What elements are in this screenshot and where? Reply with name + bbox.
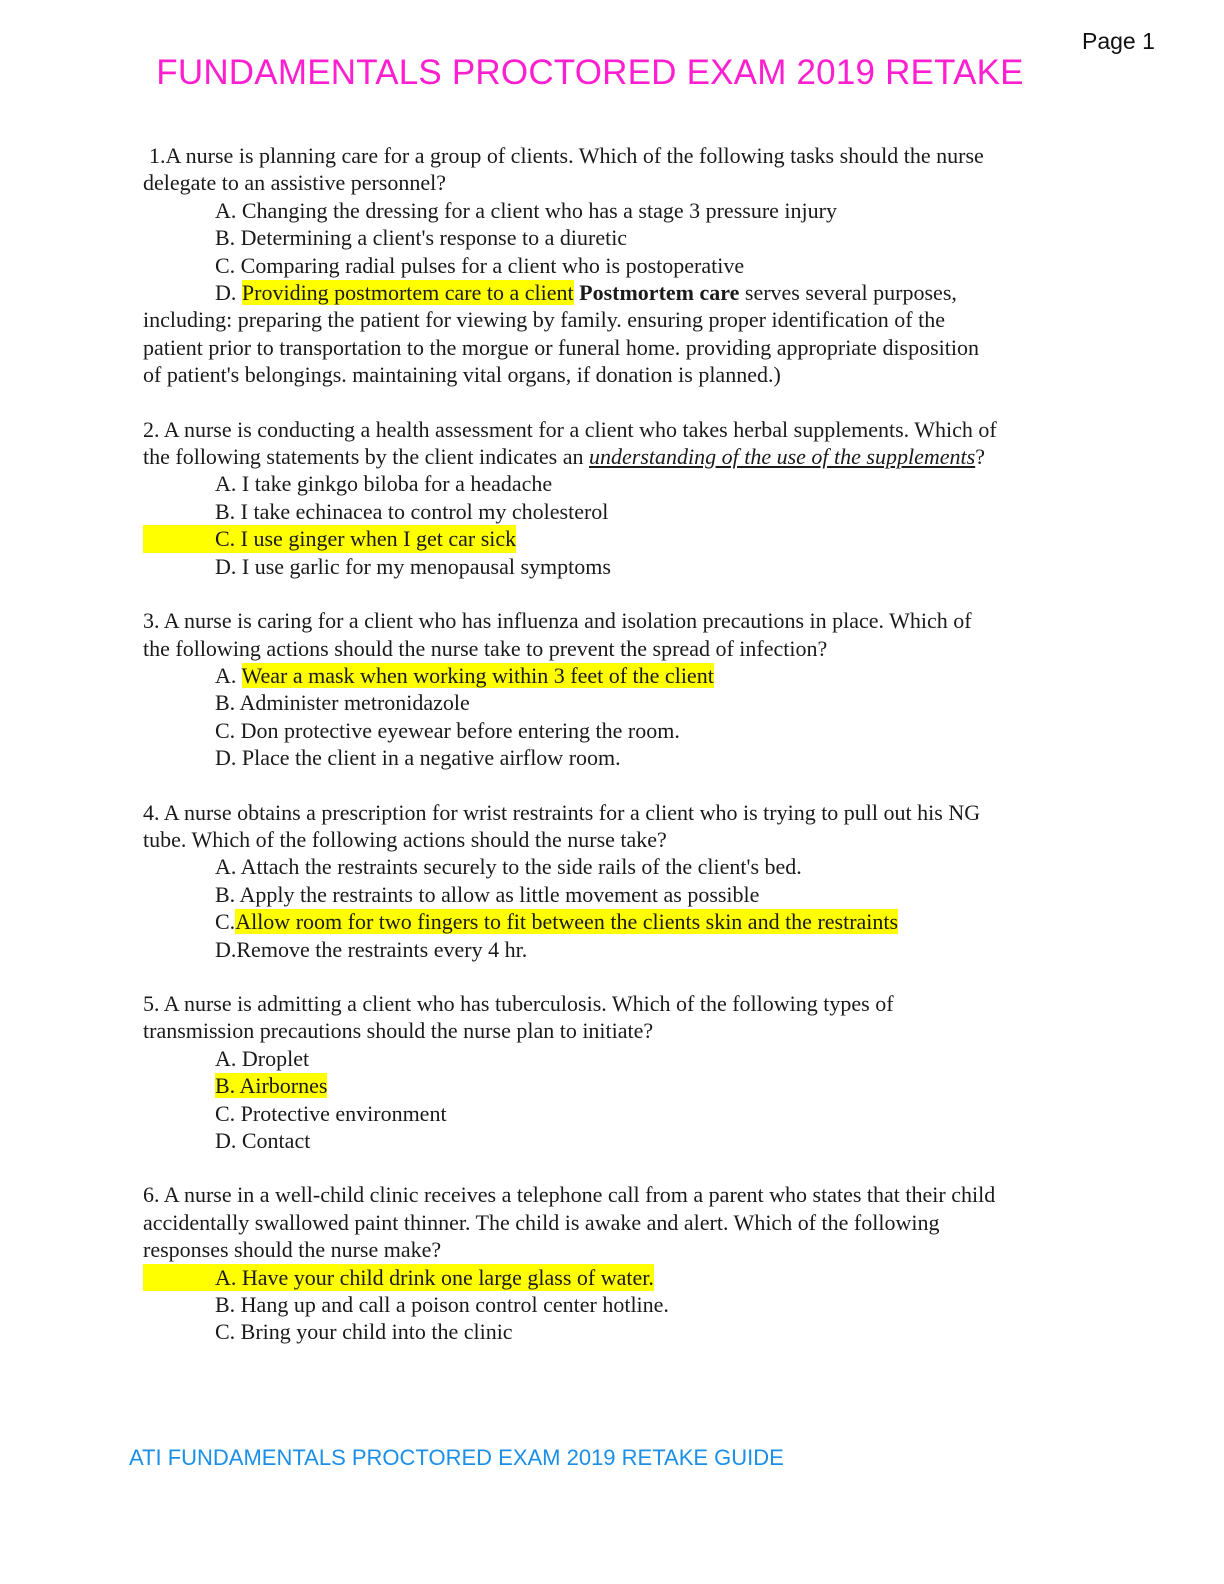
answer-option-b: B. Determining a client's response to a diuretic <box>215 225 628 251</box>
question-list <box>143 142 1083 1373</box>
option-letter: A. <box>215 662 237 688</box>
answer-option-b <box>143 1072 1083 1099</box>
correct-answer-highlight: A. Have your child drink one large glass of water. <box>143 1264 654 1291</box>
option-letter: D. <box>215 280 237 306</box>
answer-option-a: A. I take ginkgo biloba for a headache <box>215 471 553 497</box>
question-stem: 1.A nurse is planning care for a group of clients. Which of the following tasks should the nurse <box>149 143 984 168</box>
answer-option-a: A. Droplet <box>215 1045 310 1071</box>
question-stem: 2. A nurse is conducting a health assessment for a client who takes herbal supplements. Which of <box>143 416 997 442</box>
question-stem: the following statements by the client indicates an understanding of the use of the supplements? <box>143 444 985 470</box>
question-stem: transmission precautions should the nurse plan to initiate? <box>143 1018 654 1044</box>
answer-option-d <box>143 279 1083 306</box>
answer-option-d: D. I use garlic for my menopausal symptoms <box>215 553 611 579</box>
correct-answer-highlight: Providing postmortem care to a client <box>241 280 574 306</box>
answer-option-c <box>143 525 1083 552</box>
answer-option-b: B. Administer metronidazole <box>215 690 470 716</box>
page-number: Page 1 <box>1082 28 1155 54</box>
answer-option-c <box>143 908 1083 935</box>
answer-option-a: A. Attach the restraints securely to the side rails of the client's bed. <box>215 854 802 880</box>
correct-answer-highlight: C. I use ginger when I get car sick <box>143 525 516 552</box>
question-stem: 4. A nurse obtains a prescription for wrist restraints for a client who is trying to pull out his NG <box>143 799 981 825</box>
answer-option-a <box>143 662 1083 689</box>
question-stem: delegate to an assistive personnel? <box>143 170 447 196</box>
question-stem: 3. A nurse is caring for a client who has influenza and isolation precautions in place. Which of <box>143 608 972 634</box>
answer-option-c: C. Bring your child into the clinic <box>215 1319 513 1345</box>
correct-answer-highlight: Wear a mask when working within 3 feet of the client <box>241 662 714 688</box>
answer-option-a <box>143 1264 1083 1291</box>
page-footer: ATI FUNDAMENTALS PROCTORED EXAM 2019 RETAKE GUIDE <box>129 1445 784 1470</box>
question-2 <box>143 416 1083 580</box>
question-stem: responses should the nurse make? <box>143 1237 442 1263</box>
emphasized-phrase: understanding of the use of the supplements <box>589 444 976 470</box>
answer-option-d: D.Remove the restraints every 4 hr. <box>215 936 528 962</box>
question-1 <box>143 142 1083 389</box>
correct-answer-highlight: B. Airbornes <box>215 1073 328 1099</box>
question-stem: tube. Which of the following actions should the nurse take? <box>143 826 667 852</box>
page-title: FUNDAMENTALS PROCTORED EXAM 2019 RETAKE <box>156 53 1024 92</box>
explanation-text: of patient's belongings. maintaining vital organs, if donation is planned.) <box>143 362 781 388</box>
correct-answer-highlight: Allow room for two fingers to fit between the clients skin and the restraints <box>235 909 899 935</box>
explanation-text: patient prior to transportation to the morgue or funeral home. providing appropriate disposition <box>143 334 980 360</box>
question-stem: the following actions should the nurse take to prevent the spread of infection? <box>143 635 828 661</box>
answer-option-c: C. Don protective eyewear before entering the room. <box>215 717 680 743</box>
option-letter: C. <box>215 909 236 935</box>
question-4 <box>143 799 1083 963</box>
explanation-text: serves several purposes, <box>744 280 957 306</box>
explanation-text: including: preparing the patient for viewing by family. ensuring proper identification of the <box>143 307 945 333</box>
answer-option-b: B. I take echinacea to control my cholesterol <box>215 498 609 524</box>
answer-option-d: D. Contact <box>215 1128 311 1153</box>
answer-option-b: B. Apply the restraints to allow as little movement as possible <box>215 881 760 907</box>
question-stem: 6. A nurse in a well-child clinic receives a telephone call from a parent who states that their child <box>143 1182 996 1208</box>
question-stem: accidentally swallowed paint thinner. The child is awake and alert. Which of the following <box>143 1209 940 1235</box>
question-6 <box>143 1181 1083 1345</box>
answer-option-c: C. Protective environment <box>215 1100 447 1126</box>
answer-option-b: B. Hang up and call a poison control center hotline. <box>215 1292 669 1318</box>
explanation-term: Postmortem care <box>579 280 740 306</box>
question-3 <box>143 607 1083 771</box>
question-stem: 5. A nurse is admitting a client who has tuberculosis. Which of the following types of <box>143 990 894 1016</box>
answer-option-d: D. Place the client in a negative airflow room. <box>215 745 621 771</box>
answer-option-a: A. Changing the dressing for a client who has a stage 3 pressure injury <box>215 197 837 223</box>
question-5 <box>143 990 1083 1154</box>
answer-option-c: C. Comparing radial pulses for a client who is postoperative <box>215 252 745 278</box>
